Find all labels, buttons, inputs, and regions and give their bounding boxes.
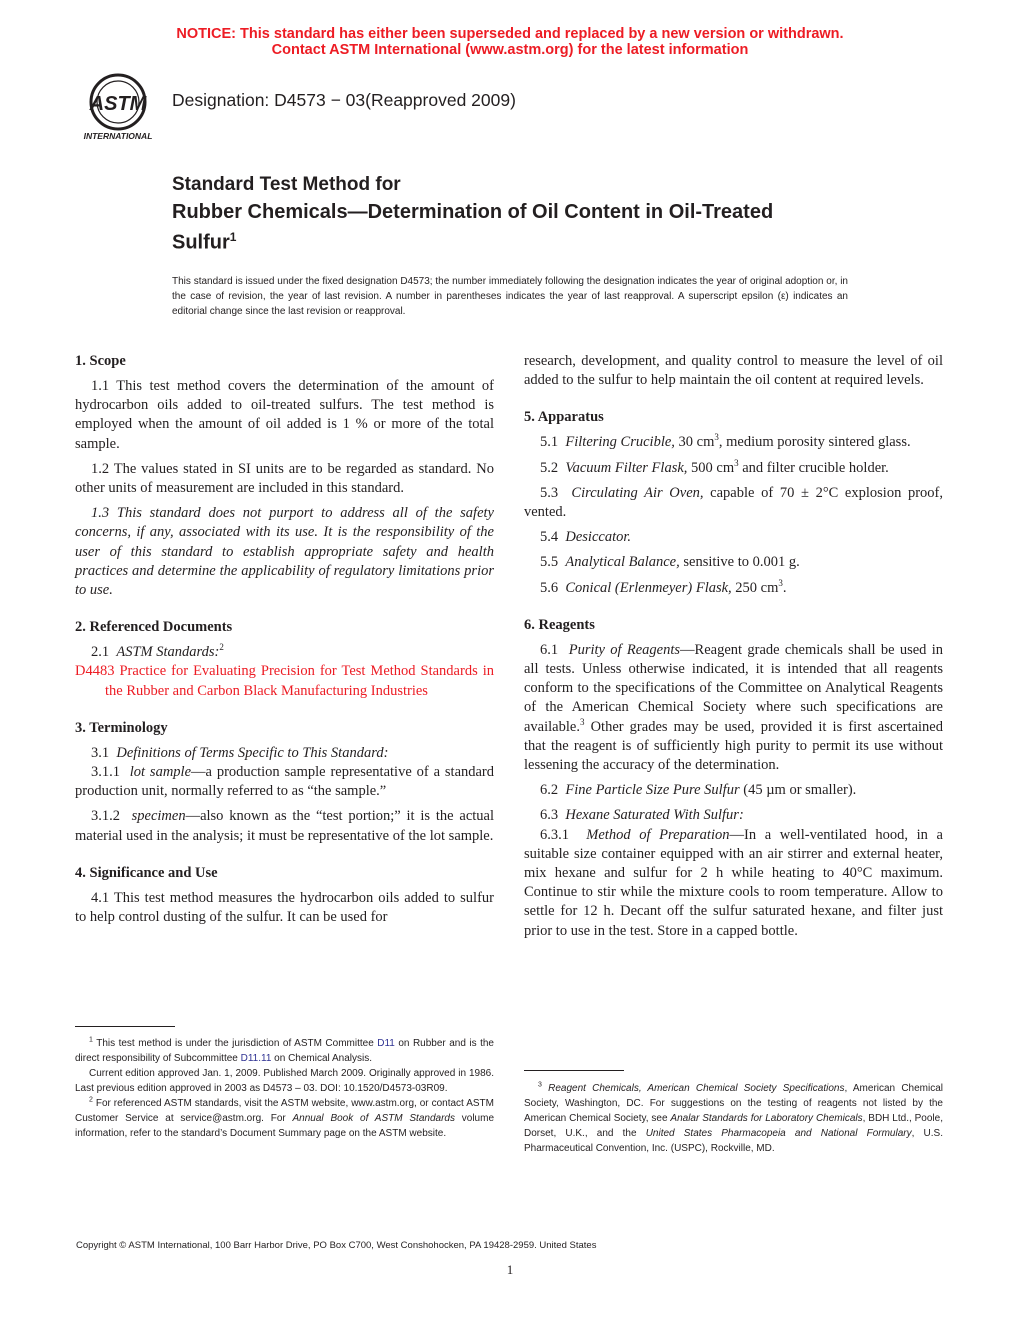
reagents-6-2-name: Fine Particle Size Pure Sulfur [565, 782, 740, 799]
apparatus-5-2 [524, 459, 943, 478]
section-3-1-2-num: 3.1.2 [91, 808, 120, 825]
footnote-2 [75, 1096, 494, 1141]
footnote-1-c: on Chemical Analysis. [271, 1053, 372, 1064]
section-5-heading: 5. Apparatus [524, 409, 604, 426]
apparatus-5-1-sup: 3 [714, 432, 719, 443]
section-6-heading: 6. Reagents [524, 616, 595, 633]
reference-d4483[interactable] [75, 662, 494, 700]
astm-logo-subtext: INTERNATIONAL [83, 131, 153, 141]
section-2-heading: 2. Referenced Documents [75, 619, 233, 636]
apparatus-5-5-name: Analytical Balance, [565, 554, 680, 571]
apparatus-5-2-tail: and filter crucible holder. [738, 459, 889, 476]
apparatus-5-1 [524, 433, 943, 452]
reagents-6-1-sup: 3 [579, 716, 585, 727]
reagents-6-3-1-text: —In a well-ventilated hood, in a suitable size container equipped with an air stirrer and external heater, mix hexane and sulfur for 2 h while heating to 40°C maximum. Continue to stir while the mixture cools to room temperature. Allow to settle for 12 h. Decant off the sulfur saturated hexane, and filter just prior to use in the test. Store in a capped bottle. [524, 826, 943, 939]
footnote-1-a: This test method is under the jurisdiction of ASTM Committee [96, 1038, 378, 1049]
section-1-2: 1.2 The values stated in SI units are to be regarded as standard. No other units of measurement are included in this standard. [75, 460, 494, 497]
apparatus-5-5-num: 5.5 [540, 554, 559, 571]
title-footnote-mark: 1 [229, 230, 237, 244]
section-3-1-1-num: 3.1.1 [91, 764, 120, 781]
title-main [172, 200, 822, 256]
reagents-6-1-num: 6.1 [540, 641, 559, 658]
footnote-3-b: , BDH Ltd., Poole, Dorset, U.K., and the [524, 1113, 943, 1139]
right-column [524, 352, 943, 941]
footnote-3-mark: 3 [538, 1081, 542, 1089]
term-specimen-def: —also known as the “test portion;” it is the actual material used in the analysis; it must be representative of the lot sample. [75, 808, 494, 844]
term-lot-sample: lot sample [129, 764, 192, 781]
title-main-text: Rubber Chemicals—Determination of Oil Content in Oil-Treated Sulfur [172, 201, 774, 254]
apparatus-5-6-tail: . [782, 579, 787, 596]
footnote-2-b: volume information, refer to the standard’s Document Summary page on the ASTM website. [75, 1113, 494, 1139]
section-1-3-text: 1.3 This standard does not purport to address all of the safety concerns, if any, associated with its use. It is the responsibility of the user of this standard to establish appropriate safety and health practices and determine the applicability of regulatory limitations prior to use. [75, 505, 494, 599]
standard-issuance-note: This standard is issued under the fixed designation D4573; the number immediately following the designation indicates the year of original adoption or, in the case of revision, the year of last revision. A number in parentheses indicates the year of last reapproval. A superscript epsilon (ε) indicates an editorial change since the last revision or reapproval. [172, 276, 848, 317]
subcommittee-d11-11-link[interactable]: D11.11 [240, 1053, 272, 1064]
apparatus-5-6-rest: 250 cm [731, 579, 779, 596]
apparatus-5-3-num: 5.3 [540, 484, 559, 501]
section-3-1-2 [75, 807, 494, 845]
apparatus-5-6-sup: 3 [778, 577, 783, 588]
apparatus-5-1-name: Filtering Crucible, [565, 434, 675, 451]
footnote-1 [75, 1036, 494, 1066]
reagents-6-2 [524, 781, 943, 800]
reagents-6-3-1-num: 6.3.1 [540, 826, 569, 843]
section-1-1: 1.1 This test method covers the determination of the amount of hydrocarbon oils added to oil-treated sulfurs. The test method is employed when the amount of oil added is 1 % or more of the total sample. [75, 378, 494, 452]
section-3-heading: 3. Terminology [75, 719, 168, 736]
section-4-heading: 4. Significance and Use [75, 864, 218, 881]
apparatus-5-3-name: Circulating Air Oven, [571, 484, 704, 501]
reagents-6-3-1 [524, 826, 943, 941]
footnote-2-mark: 2 [89, 1096, 93, 1104]
apparatus-5-4-name: Desiccator. [565, 529, 632, 546]
apparatus-5-6 [524, 579, 943, 598]
section-2-1-text: ASTM Standards: [116, 644, 220, 661]
section-1-3 [75, 504, 494, 600]
reagents-6-1-text: —Reagent grade chemicals shall be used in all tests. Unless otherwise indicated, it is intended that all reagents conform to the specifications of the Committee on Analytical Reagents of the American Chemical Society where such specifications are available. [524, 641, 944, 735]
apparatus-5-2-name: Vacuum Filter Flask, [565, 459, 688, 476]
footnote-2-ital: Annual Book of ASTM Standards [292, 1113, 455, 1124]
apparatus-5-3 [524, 484, 943, 522]
section-4-1-continued: research, development, and quality control to measure the level of oil added to the sulfur to help maintain the oil content at required levels. [524, 353, 943, 389]
section-3-1-1 [75, 763, 494, 801]
apparatus-5-1-num: 5.1 [540, 434, 559, 451]
reagents-6-1 [524, 641, 943, 775]
apparatus-5-2-sup: 3 [734, 457, 739, 468]
withdrawal-notice-line1: NOTICE: This standard has either been superseded and replaced by a new version or withdrawn. [176, 26, 844, 42]
footnotes-right [524, 1081, 943, 1156]
section-1-heading: 1. Scope [75, 353, 126, 369]
footnote-3-c: , U.S. Pharmaceutical Convention, Inc. (USPC), Rockville, MD. [524, 1128, 943, 1154]
apparatus-5-1-rest: 30 cm [674, 434, 715, 451]
footnote-rule-left [75, 1026, 175, 1027]
apparatus-5-4 [524, 528, 943, 547]
apparatus-5-3-rest: capable of 70 ± 2°C explosion proof, vented. [524, 484, 944, 521]
footnotes-left [75, 1036, 494, 1141]
footnote-rule-right [524, 1070, 624, 1071]
title-line1: Standard Test Method for [172, 174, 401, 195]
footnote-3 [524, 1081, 943, 1156]
apparatus-5-5-rest: sensitive to 0.001 g. [679, 554, 800, 571]
reagents-6-1-name: Purity of Reagents [568, 641, 681, 658]
section-2-1-footnote: 2 [219, 642, 224, 653]
apparatus-5-2-rest: 500 cm [687, 459, 735, 476]
withdrawal-notice-line2: Contact ASTM International (www.astm.org) for the latest information [271, 42, 749, 58]
section-2-1 [75, 643, 494, 662]
apparatus-5-4-num: 5.4 [540, 529, 559, 546]
term-lot-sample-def: —a production sample representative of a standard production unit, normally referred to as “the sample.” [75, 764, 495, 800]
footnote-1-edition: Current edition approved Jan. 1, 2009. Published March 2009. Originally approved in 1986. Last previous edition approved in 2003 as D4573 – 03. DOI: 10.1520/D4573-03R09. [75, 1068, 494, 1094]
designation: Designation: D4573 − 03(Reapproved 2009) [172, 90, 516, 110]
apparatus-5-5 [524, 553, 943, 572]
footnote-3-ital3: United States Pharmacopeia and National Formulary [645, 1128, 912, 1139]
section-3-1-num: 3.1 [91, 744, 110, 761]
apparatus-5-6-num: 5.6 [540, 579, 559, 596]
apparatus-5-2-num: 5.2 [540, 459, 559, 476]
reference-code[interactable]: D4483 [75, 663, 115, 680]
copyright: Copyright © ASTM International, 100 Barr Harbor Drive, PO Box C700, West Conshohocken, PA 19428-2959. United States [76, 1240, 597, 1251]
reagents-6-2-num: 6.2 [540, 782, 559, 799]
section-3-1 [75, 744, 494, 763]
reagents-6-2-rest: (45 µm or smaller). [739, 782, 857, 799]
footnote-1-b: on Rubber and is the direct responsibility of Subcommittee [75, 1038, 494, 1064]
section-3-1-text: Definitions of Terms Specific to This Standard: [116, 744, 389, 761]
astm-logo-text: ASTM [89, 93, 147, 115]
term-specimen: specimen [131, 808, 186, 825]
committee-d11-link[interactable]: D11 [377, 1038, 395, 1049]
reagents-6-3-num: 6.3 [540, 807, 559, 824]
section-2-1-num: 2.1 [91, 644, 110, 661]
footnote-2-a: For referenced ASTM standards, visit the ASTM website, www.astm.org, or contact ASTM Customer Service at service@astm.org. For [75, 1098, 494, 1124]
reference-title[interactable]: Practice for Evaluating Precision for Test Method Standards in the Rubber and Carbon Black Manufacturing Industries [105, 663, 494, 699]
apparatus-5-1-tail: , medium porosity sintered glass. [718, 434, 911, 451]
reagents-6-3-name: Hexane Saturated With Sulfur: [565, 807, 744, 824]
reagents-6-3-1-name: Method of Preparation [586, 826, 730, 843]
footnote-3-ital1: Reagent Chemicals, American Chemical Society Specifications [548, 1083, 845, 1094]
reagents-6-3 [524, 806, 943, 825]
footnote-3-a: , American Chemical Society, Washington, DC. For suggestions on the testing of reagents not listed by the American Chemical Society, see [524, 1083, 944, 1124]
reagents-6-1-tail: Other grades may be used, provided it is first ascertained that the reagent is of sufficiently high purity to permit its use without lessening the accuracy of the determination. [524, 718, 943, 774]
footnote-3-ital2: Analar Standards for Laboratory Chemicals [670, 1113, 863, 1124]
astm-logo [76, 72, 160, 144]
section-4-1: 4.1 This test method measures the hydrocarbon oils added to sulfur to help control dusting of the sulfur. It can be used for [75, 889, 494, 926]
footnote-1-mark: 1 [89, 1036, 93, 1044]
page-number: 1 [506, 1262, 514, 1277]
left-column [75, 352, 494, 927]
apparatus-5-6-name: Conical (Erlenmeyer) Flask, [565, 579, 732, 596]
